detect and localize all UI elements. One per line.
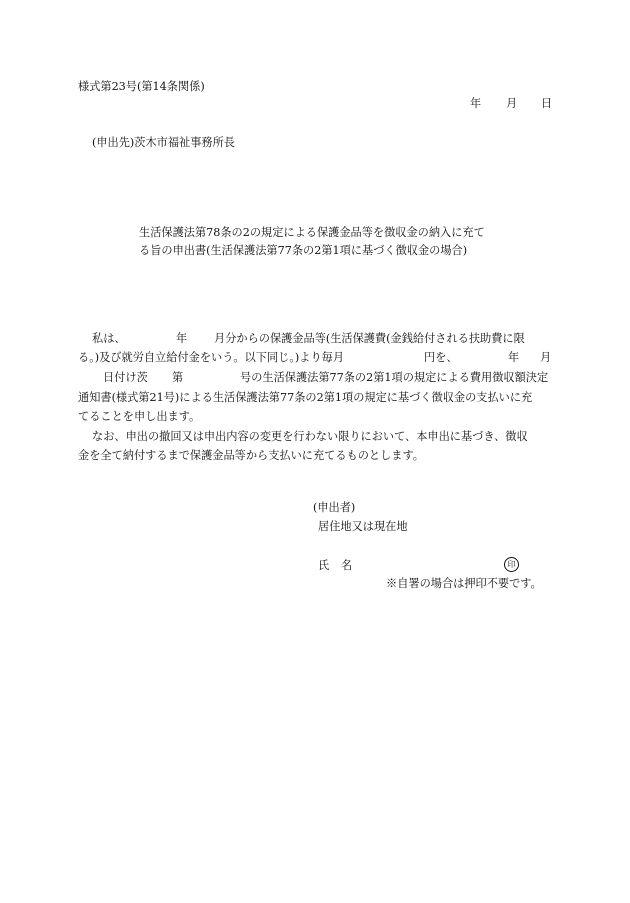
seal-note: ※自署の場合は押印不要です。: [386, 577, 542, 590]
body-line-1: [92, 332, 525, 345]
document-title-line-2: る旨の申出書(生活保護法第77条の2第1項に基づく徴収金の場合): [139, 244, 468, 257]
body-text: なお、申出の撤回又は申出内容の変更を行わない限りにおいて、本申出に基づき、徴収: [92, 430, 528, 443]
body-line-3: [103, 371, 549, 384]
body-text: 金を全て納付するまで保護金品等から支払いに充てるものとします。: [78, 449, 424, 462]
body-text: 私は、: [92, 332, 126, 345]
date-year-label: 年: [470, 97, 482, 110]
address-label: 居住地又は現在地: [318, 520, 408, 533]
blank-month-label: 月: [540, 351, 552, 364]
body-text: てることを申し出ます。: [78, 410, 201, 423]
body-text: 号の生活保護法第77条の2第1項の規定による費用徴収額決定: [240, 371, 549, 384]
body-text: 日付け茨: [103, 371, 148, 384]
body-line-4: [78, 392, 532, 403]
body-line-5: [78, 411, 200, 422]
name-label-2: 名: [341, 559, 353, 572]
blank-number-label: 第: [172, 371, 184, 384]
body-text: る。)及び就労自立給付金をいう。以下同じ。)より毎月: [78, 351, 345, 364]
body-text: 月分からの保護金品等(生活保護費(金銭給付される扶助費に限: [214, 332, 525, 345]
blank-year-label: 年: [176, 332, 188, 345]
addressee: (申出先)茨木市福祉事務所長: [92, 136, 235, 149]
applicant-heading: (申出者): [313, 501, 356, 514]
name-label-1: 氏: [318, 559, 330, 572]
body-line-6: [92, 431, 528, 442]
blank-yen-label: 円を、: [424, 351, 458, 364]
seal-mark-icon: 印: [504, 557, 519, 572]
document-title-line-1: 生活保護法第78条の2の規定による保護金品等を徴収金の納入に充て: [139, 226, 485, 239]
blank-year-label: 年: [508, 351, 520, 364]
body-text: 通知書(様式第21号)による生活保護法第77条の2第1項の規定に基づく徴収金の支払いに充: [78, 391, 533, 404]
body-line-2: [78, 351, 552, 364]
form-number: 様式第23号(第14条関係): [78, 80, 205, 93]
date-day-label: 日: [541, 97, 553, 110]
body-line-7: [78, 450, 424, 461]
date-month-label: 月: [506, 97, 518, 110]
